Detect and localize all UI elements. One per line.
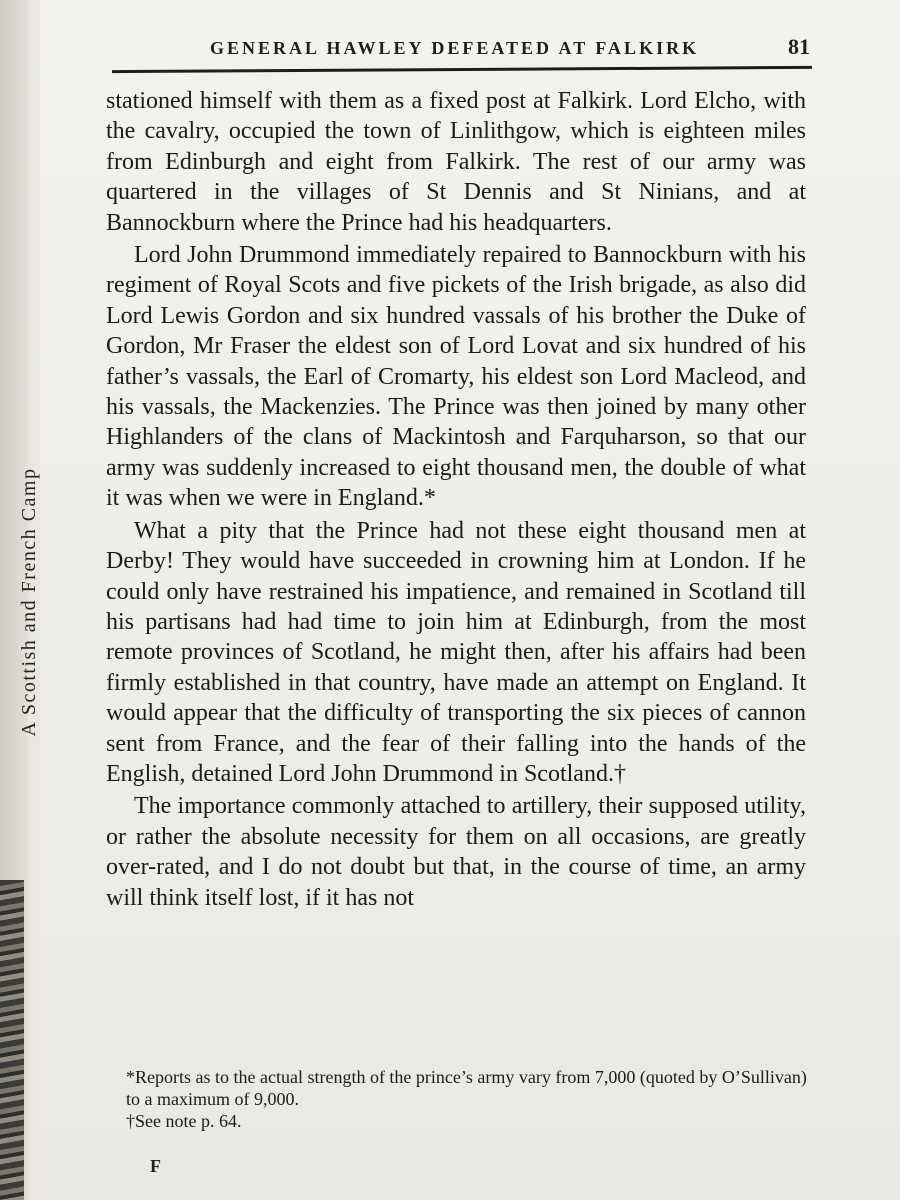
running-head-title: GENERAL HAWLEY DEFEATED AT FALKIRK	[210, 38, 700, 58]
paragraph: Lord John Drummond immediately repaired to Bannockburn with his regiment of Royal Scots and five pickets of the Irish brigade, as also did Lord Lewis Gordon and six hundred vassals of his brother the Duke of Gordon, Mr Fraser the eldest son of Lord Lovat and six hundred of his father’s vassals, the Earl of Cromarty, his eldest son Lord Macleod, and his vassals, the Mackenzies. The Prince was then joined by many other Highlanders of the clans of Mackintosh and Farquharson, so that our army was suddenly increased to eight thousand men, the double of what it was when we were in England.*	[106, 242, 806, 512]
spine-title: A Scottish and French Camp	[18, 467, 40, 737]
page-number: 81	[788, 34, 810, 59]
footnote: *Reports as to the actual strength of the prince’s army vary from 7,000 (quoted by O’Sullivan) to a maximum of 9,000.	[126, 1067, 807, 1109]
signature-mark: F	[150, 1156, 161, 1176]
footnotes	[126, 1066, 816, 1132]
footnote: †See note p. 64.	[126, 1111, 242, 1131]
body-text	[106, 86, 806, 913]
paragraph: The importance commonly attached to artillery, their supposed utility, or rather the absolute necessity for them on all occasions, are greatly over-rated, and I do not doubt but that, in the course of time, an army will think itself lost, if it has not	[106, 793, 806, 911]
spine-decoration	[0, 880, 24, 1200]
book-page	[40, 0, 900, 1200]
paragraph: stationed himself with them as a fixed post at Falkirk. Lord Elcho, with the cavalry, occupied the town of Linlithgow, which is eighteen miles from Edinburgh and eight from Falkirk. The rest of our army was quartered in the villages of St Dennis and St Ninians, and at Bannockburn where the Prince had his headquarters.	[106, 88, 806, 236]
running-head	[110, 28, 810, 68]
paragraph: What a pity that the Prince had not these eight thousand men at Derby! They would have succeeded in crowning him at London. If he could only have restrained his impatience, and remained in Scotland till his partisans had had time to join him at Edinburgh, from the most remote provinces of Scotland, he might then, after his affairs had been firmly established in that country, have made an attempt on England. It would appear that the difficulty of transporting the six pieces of cannon sent from France, and the fear of their falling into the hands of the English, detained Lord John Drummond in Scotland.†	[106, 517, 806, 787]
book-spine-edge	[0, 0, 40, 1200]
